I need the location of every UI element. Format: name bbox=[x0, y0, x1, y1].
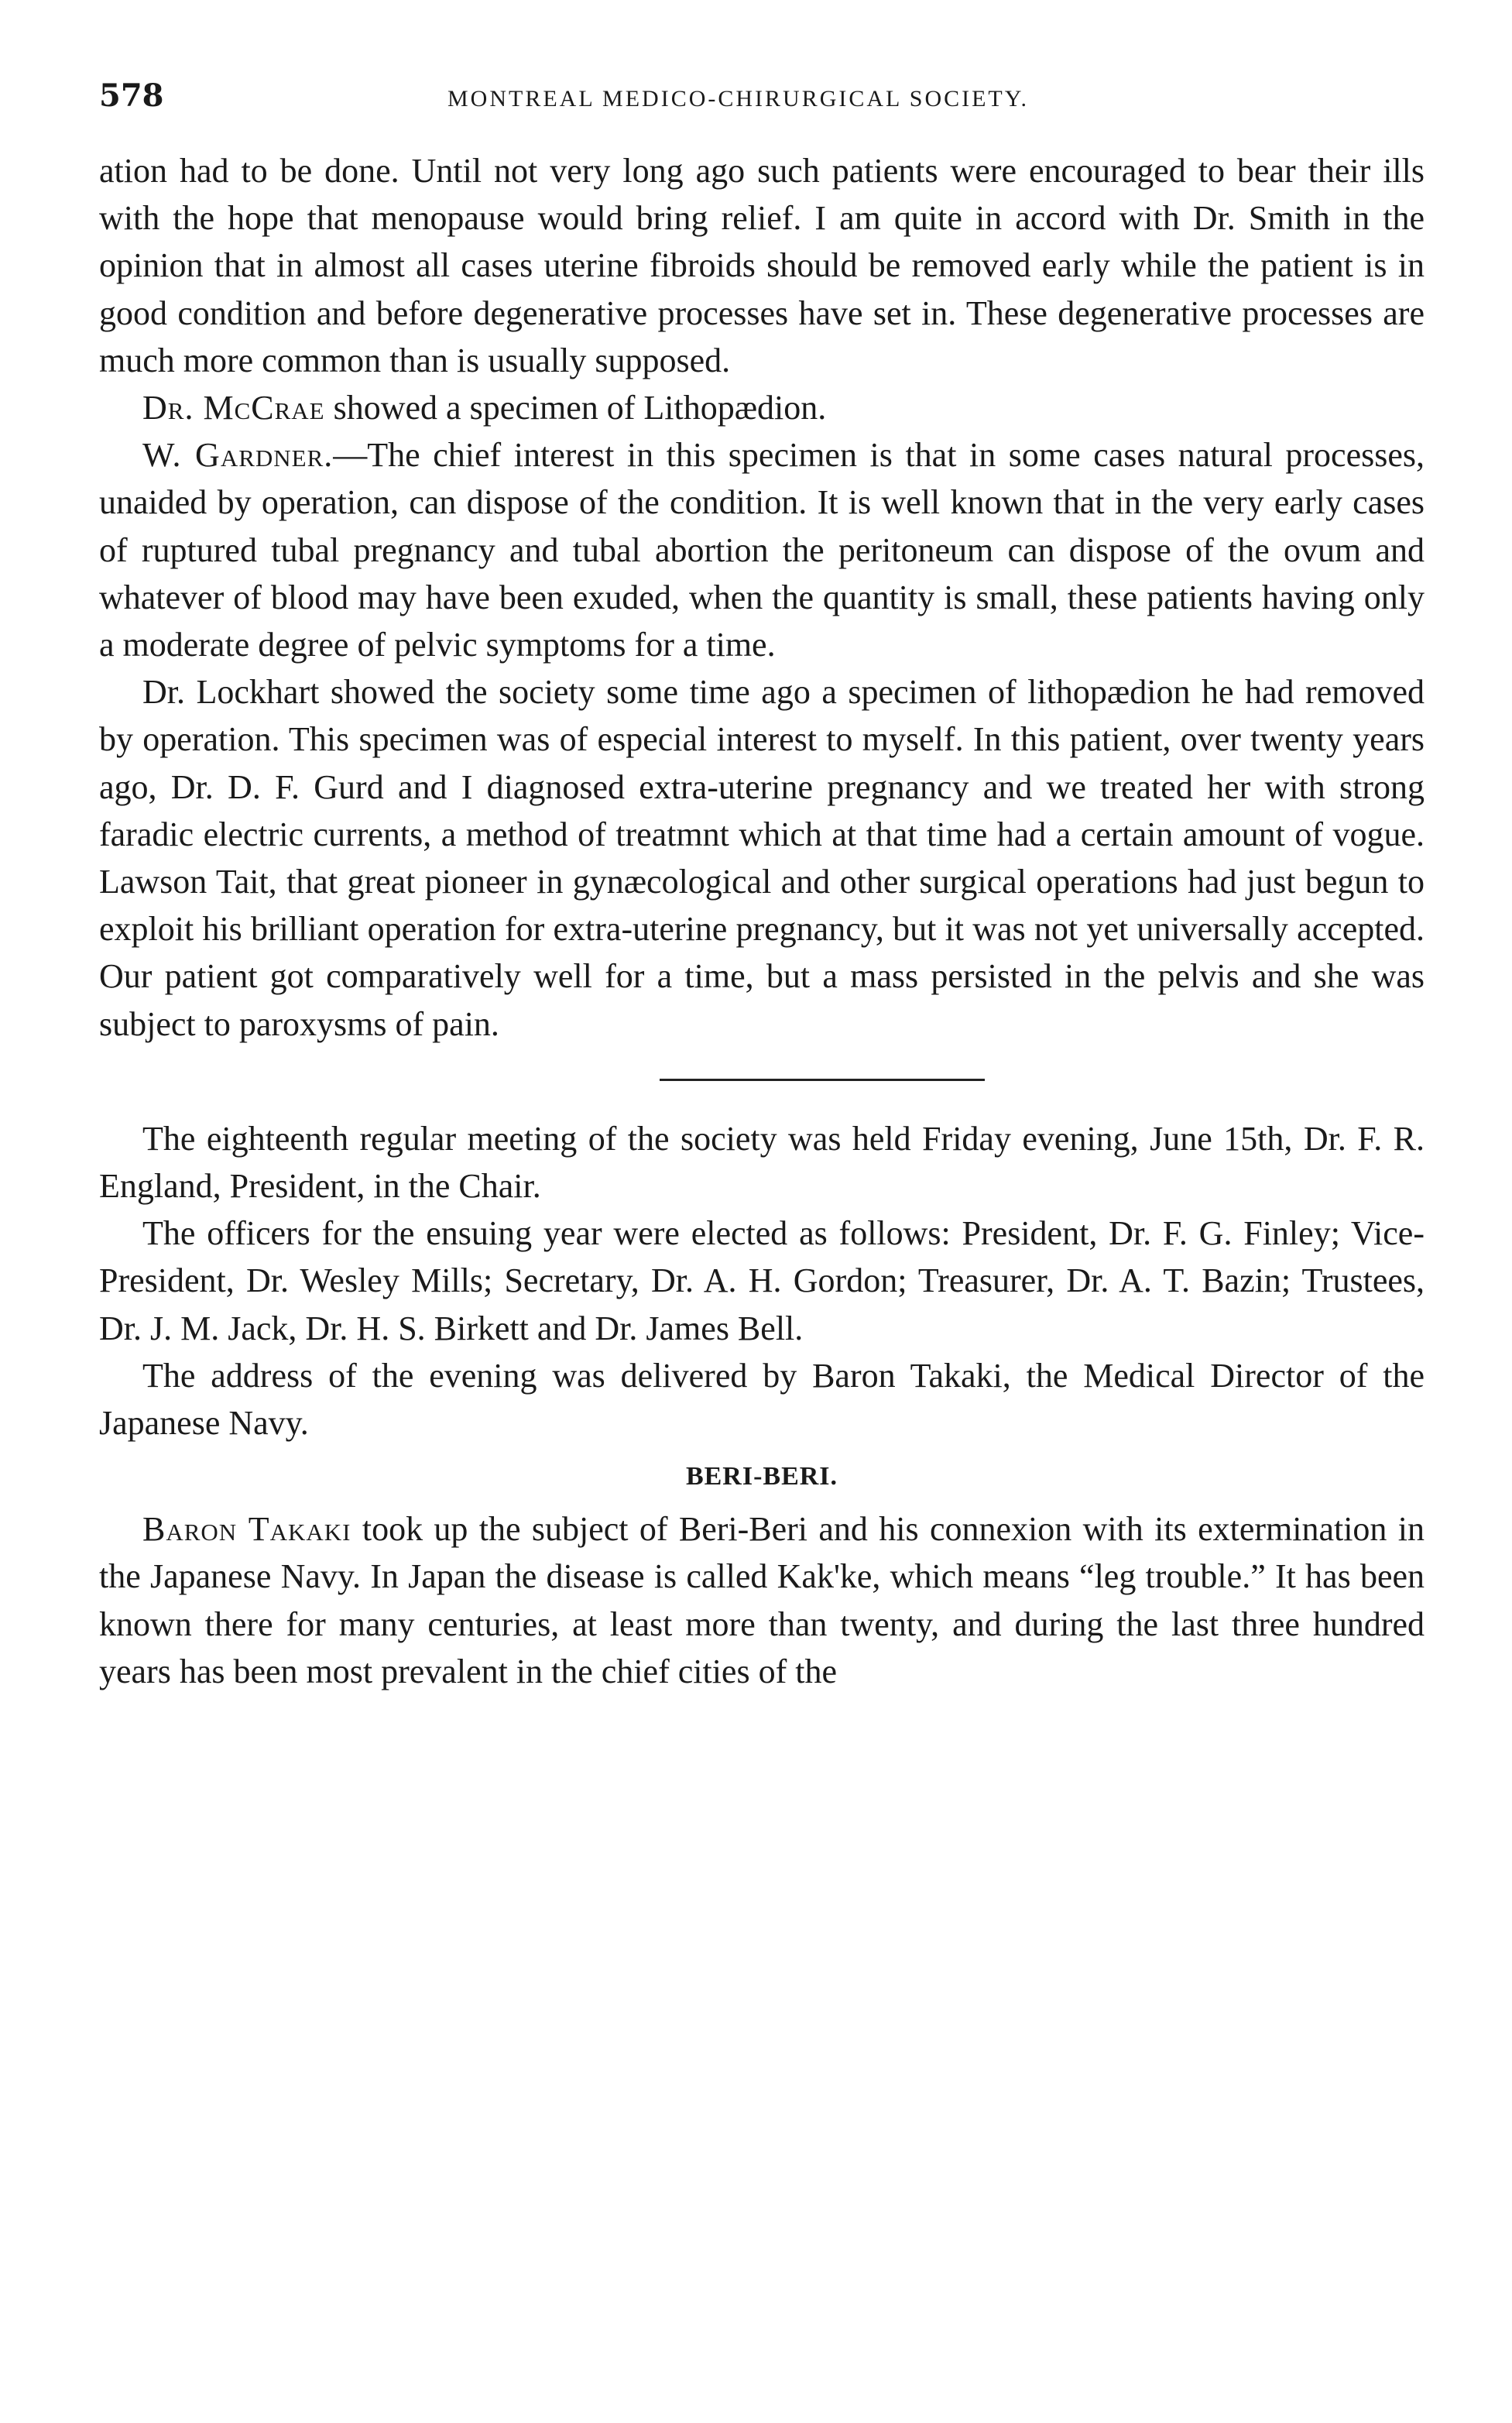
page-header bbox=[99, 77, 1425, 124]
paragraph-officers: The officers for the ensuing year were elected as follows: President, Dr. F. G. Finley; Vice-President, Dr. Wesley Mills; Secretary, Dr. A. H. Gordon; Treasurer, Dr. A. T. Bazin; Trustees, Dr. J. M. Jack, Dr. H. S. Birkett and Dr. James Bell. bbox=[99, 1214, 1425, 1347]
paragraph-text: —The chief interest in this specimen is that in some cases natural processes, unaided by operation, can dispose of the condition. It is well known that in the very early cases of ruptured tubal pregnancy and tubal abortion the peritoneum can dispose of the ovum and whatever of blood may have been exuded, when the quantity is small, these patients having only a moderate degree of pelvic symptoms for a time. bbox=[99, 436, 1425, 664]
paragraph-address: The address of the evening was delivered by Baron Takaki, the Medical Director of the Japanese Navy. bbox=[99, 1356, 1425, 1443]
paragraph-lockhart: Dr. Lockhart showed the society some time ago a specimen of lithopædion he had removed by operation. This specimen was of especial interest to myself. In this patient, over twenty years ago, Dr. D. F. Gurd and I diagnosed extra-uterine pregnancy and we treated her with strong faradic electric currents, a method of treatmnt which at that time had a certain amount of vogue. Lawson Tait, that great pioneer in gynæcological and other surgical operations had just begun to exploit his brilliant operation for extra-uterine pregnancy, but it was not yet universally accepted. Our patient got comparatively well for a time, but a mass persisted in the pelvis and she was subject to paroxysms of pain. bbox=[99, 673, 1425, 1043]
paragraph-text: took up the subject of Beri-Beri and his connexion with its extermination in the Japanese Navy. In Japan the disease is called Kak'ke, which means “leg trouble.” It has been known there for many centuries, at least more than twenty, and during the last three hundred years has been most prevalent in the chief cities of the bbox=[99, 1510, 1425, 1690]
paragraph-continuation: ation had to be done. Until not very long ago such patients were encouraged to bear their ills with the hope that menopause would bring relief. I am quite in accord with Dr. Smith in the opinion that in almost all cases uterine fibroids should be removed early while the patient is in good condition and before degenerative processes have set in. These degenerative processes are much more common than is usually supposed. bbox=[99, 152, 1425, 379]
section-divider bbox=[660, 1079, 985, 1081]
paragraph-takaki bbox=[99, 1505, 1425, 1695]
running-head: MONTREAL MEDICO-CHIRURGICAL SOCIETY. bbox=[447, 86, 1030, 112]
paragraph-mccrae bbox=[99, 384, 1425, 431]
speaker-name: Baron Takaki bbox=[142, 1510, 351, 1549]
paragraph-gardner bbox=[99, 431, 1425, 668]
document-page bbox=[99, 77, 1425, 1695]
paragraph-text: showed a specimen of Lithopædion. bbox=[324, 389, 827, 427]
paragraph-meeting: The eighteenth regular meeting of the society was held Friday evening, June 15th, Dr. F. R. England, President, in the Chair. bbox=[99, 1119, 1425, 1206]
speaker-name: W. Gardner. bbox=[142, 436, 334, 475]
page-number: 578 bbox=[99, 77, 164, 114]
speaker-name: Dr. McCrae bbox=[142, 389, 325, 427]
section-title: BERI-BERI. bbox=[685, 1462, 838, 1491]
